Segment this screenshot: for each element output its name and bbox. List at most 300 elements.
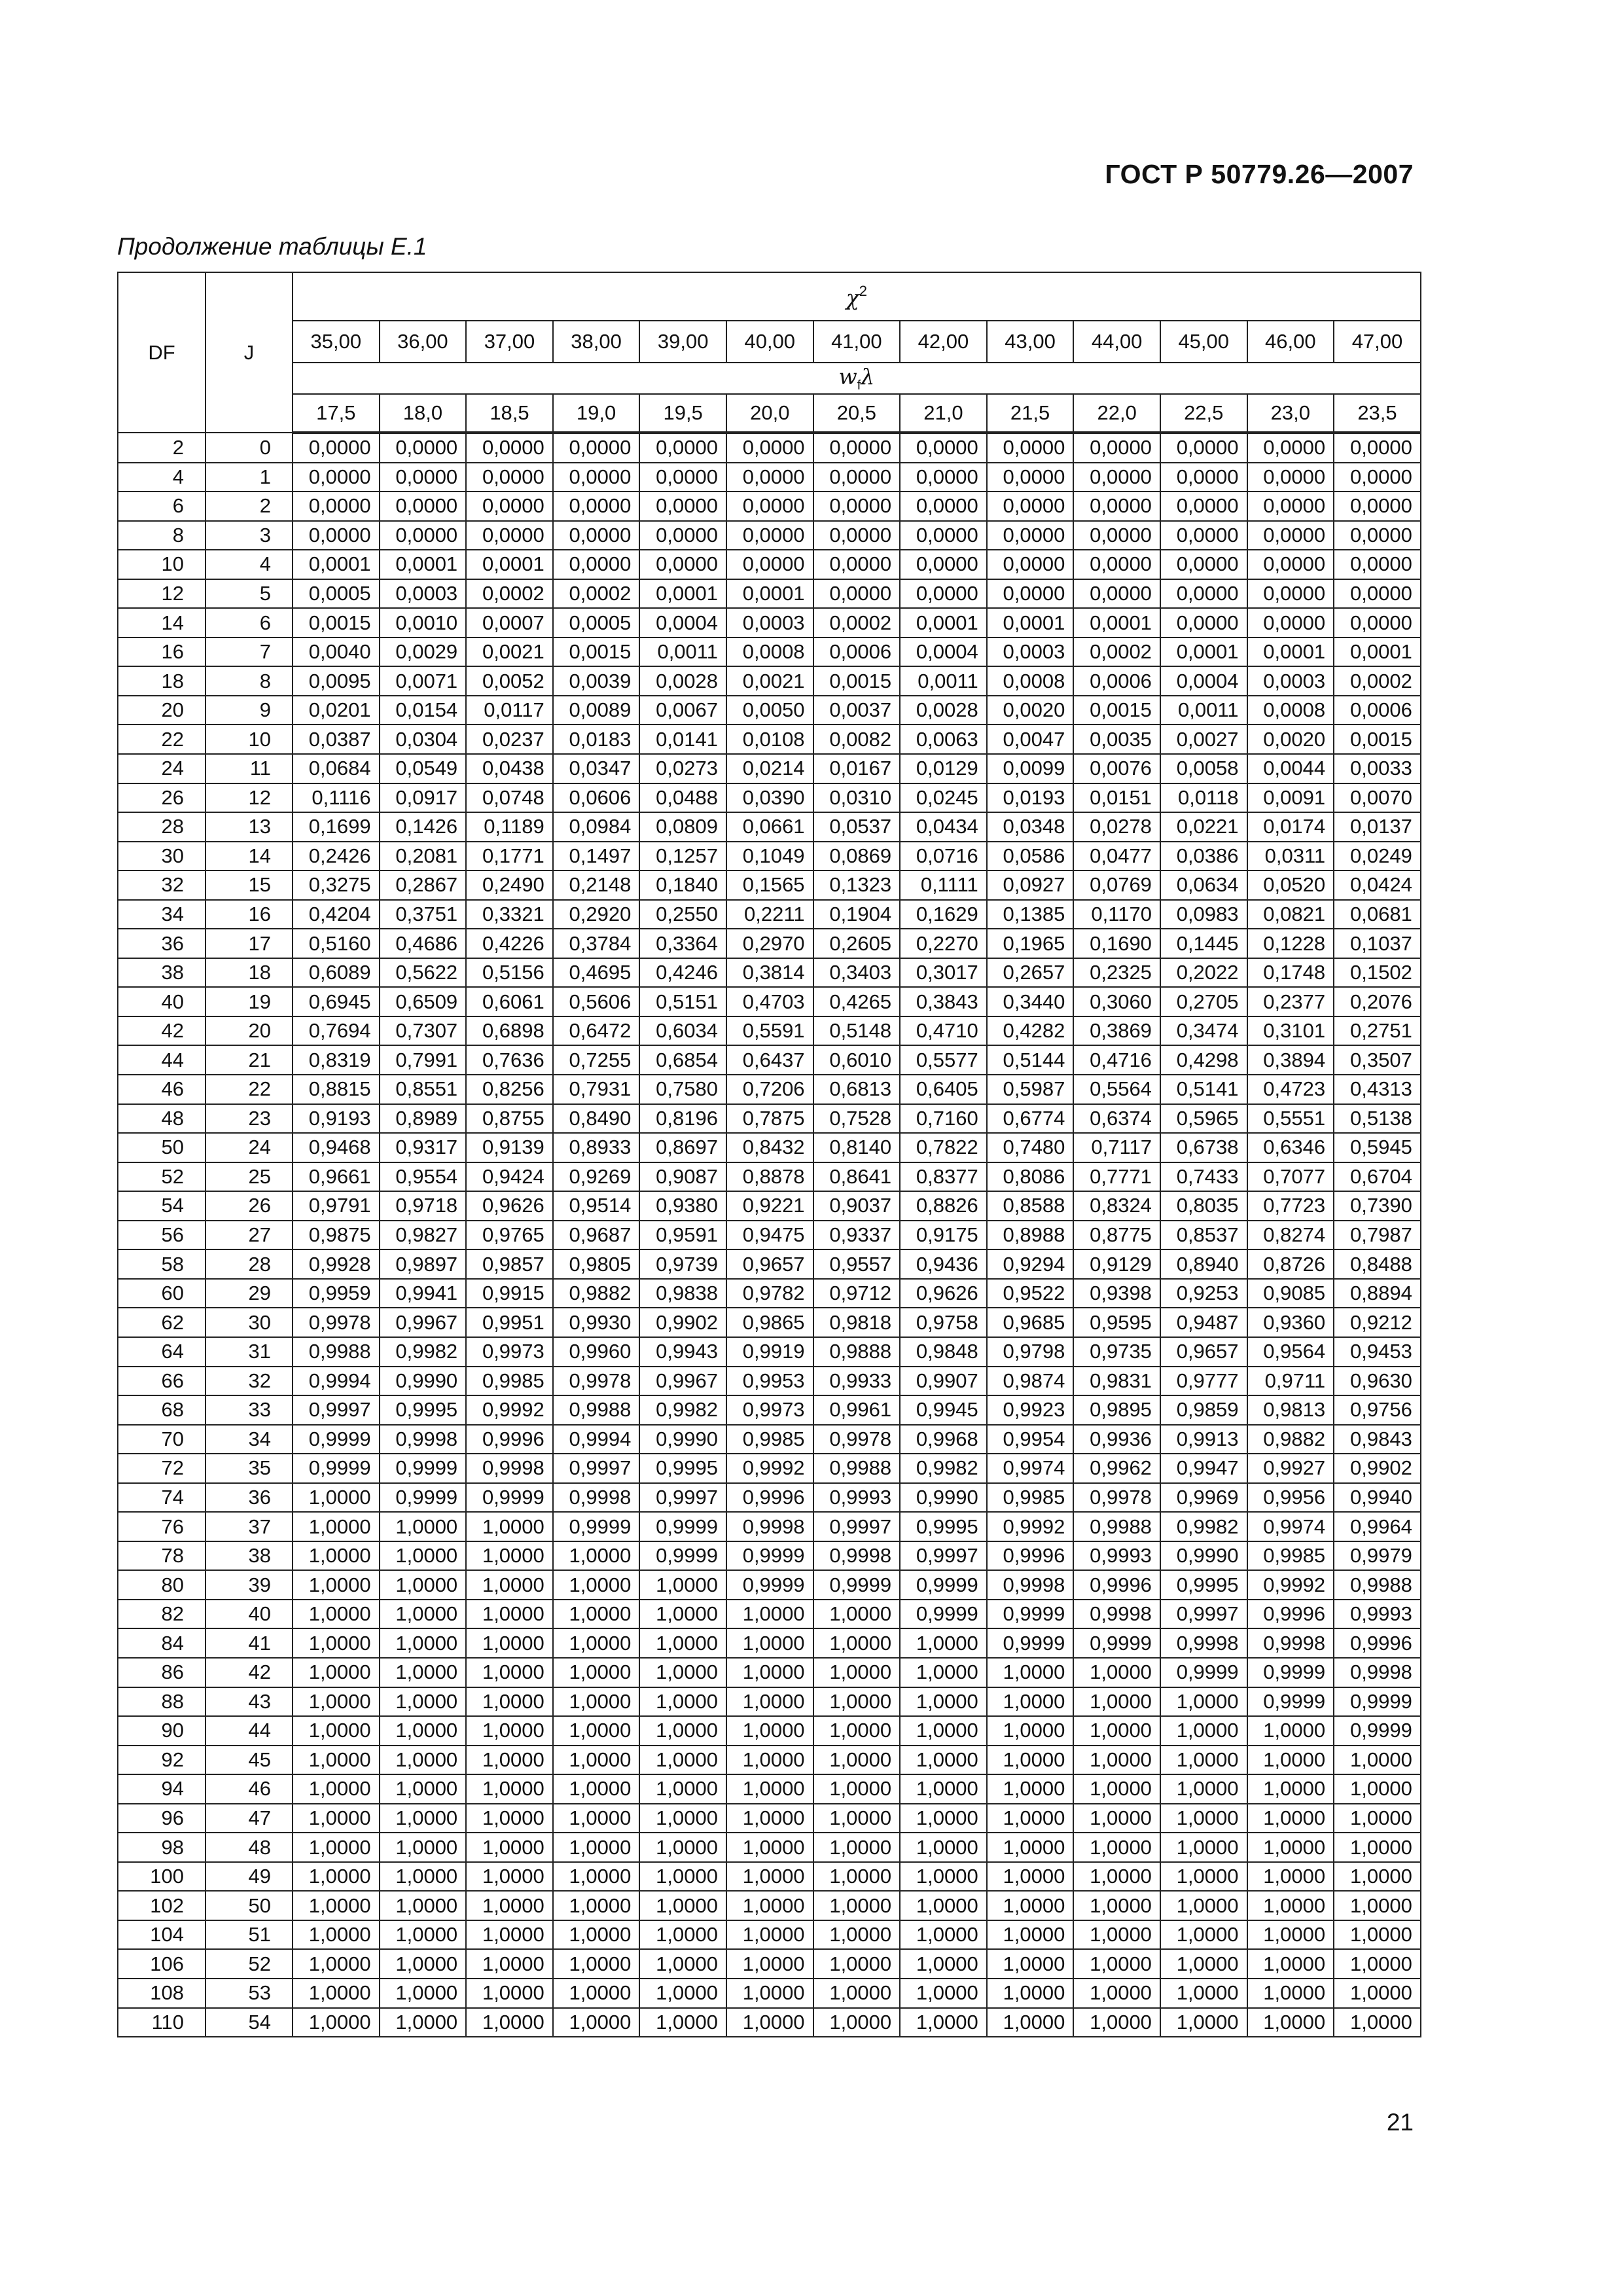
- probability-cell: 0,0000: [726, 433, 813, 463]
- probability-cell: 0,0137: [1334, 812, 1421, 842]
- probability-cell: 1,0000: [1160, 1891, 1247, 1920]
- probability-cell: 0,0347: [553, 754, 640, 783]
- probability-cell: 0,7694: [293, 1016, 380, 1046]
- probability-cell: 1,0000: [900, 1920, 987, 1950]
- probability-cell: 0,0008: [987, 666, 1074, 696]
- j-cell: 46: [205, 1774, 293, 1804]
- probability-cell: 0,0005: [293, 579, 380, 609]
- df-cell: 50: [118, 1133, 205, 1162]
- probability-cell: 1,0000: [380, 1600, 467, 1629]
- table-row: [118, 1716, 1421, 1746]
- probability-cell: 1,0000: [293, 1570, 380, 1600]
- table-row: [118, 725, 1421, 754]
- table-row: [118, 900, 1421, 929]
- probability-cell: 0,2148: [553, 870, 640, 900]
- probability-cell: 0,0000: [1160, 608, 1247, 637]
- probability-cell: 1,0000: [1073, 1658, 1160, 1687]
- probability-cell: 0,5156: [466, 958, 553, 988]
- probability-cell: 0,9848: [900, 1337, 987, 1367]
- probability-cell: 0,9294: [987, 1249, 1074, 1279]
- probability-cell: 1,0000: [553, 1774, 640, 1804]
- probability-cell: 0,9661: [293, 1162, 380, 1192]
- probability-cell: 1,0000: [1247, 1949, 1334, 1979]
- table-row: [118, 1628, 1421, 1658]
- probability-cell: 0,9657: [726, 1249, 813, 1279]
- probability-cell: 0,8432: [726, 1133, 813, 1162]
- table-row: [118, 1600, 1421, 1629]
- probability-cell: 1,0000: [813, 2008, 901, 2037]
- probability-cell: 0,9758: [900, 1308, 987, 1337]
- probability-cell: 0,4265: [813, 987, 901, 1016]
- probability-cell: 0,0037: [813, 696, 901, 725]
- probability-cell: 0,9487: [1160, 1308, 1247, 1337]
- probability-cell: 0,0002: [466, 579, 553, 609]
- probability-cell: 0,6945: [293, 987, 380, 1016]
- probability-cell: 1,0000: [380, 1687, 467, 1717]
- probability-cell: 1,0000: [813, 1687, 901, 1717]
- probability-cell: 0,9998: [1160, 1628, 1247, 1658]
- probability-cell: 0,0003: [726, 608, 813, 637]
- probability-cell: 1,0000: [726, 1716, 813, 1746]
- j-cell: 29: [205, 1279, 293, 1308]
- probability-cell: 0,0000: [1334, 433, 1421, 463]
- probability-cell: 0,3507: [1334, 1045, 1421, 1075]
- probability-cell: 0,5606: [553, 987, 640, 1016]
- probability-cell: 1,0000: [639, 1716, 726, 1746]
- probability-cell: 1,0000: [293, 1979, 380, 2008]
- chi-square-value-header: 47,00: [1334, 321, 1421, 363]
- chi-square-value-header: 41,00: [813, 321, 901, 363]
- j-cell: 27: [205, 1221, 293, 1250]
- probability-cell: 0,6854: [639, 1045, 726, 1075]
- probability-cell: 0,0005: [553, 608, 640, 637]
- probability-cell: 0,0000: [1160, 521, 1247, 550]
- probability-cell: 0,2970: [726, 929, 813, 958]
- probability-cell: 0,9913: [1160, 1425, 1247, 1454]
- df-cell: 66: [118, 1367, 205, 1396]
- probability-cell: 0,0027: [1160, 725, 1247, 754]
- probability-cell: 0,6472: [553, 1016, 640, 1046]
- probability-cell: 0,9979: [1334, 1541, 1421, 1571]
- probability-cell: 1,0000: [987, 2008, 1074, 2037]
- probability-cell: 0,9712: [813, 1279, 901, 1308]
- probability-cell: 0,1771: [466, 842, 553, 871]
- probability-cell: 0,0000: [900, 433, 987, 463]
- probability-cell: 0,9999: [293, 1425, 380, 1454]
- probability-cell: 0,9317: [380, 1133, 467, 1162]
- probability-cell: 0,9996: [1247, 1600, 1334, 1629]
- probability-cell: 0,9782: [726, 1279, 813, 1308]
- probability-cell: 0,0002: [1073, 637, 1160, 667]
- probability-cell: 0,0000: [639, 550, 726, 579]
- probability-cell: 0,3275: [293, 870, 380, 900]
- probability-cell: 0,9175: [900, 1221, 987, 1250]
- df-cell: 96: [118, 1804, 205, 1833]
- table-row: [118, 1395, 1421, 1425]
- w-lambda-value-header: 22,5: [1160, 394, 1247, 433]
- probability-cell: 0,9087: [639, 1162, 726, 1192]
- probability-cell: 0,0927: [987, 870, 1074, 900]
- probability-cell: 0,0221: [1160, 812, 1247, 842]
- probability-cell: 0,9974: [1247, 1512, 1334, 1541]
- chi-superscript: 2: [859, 283, 868, 299]
- j-cell: 31: [205, 1337, 293, 1367]
- j-cell: 40: [205, 1600, 293, 1629]
- w-lambda-value-header: 19,0: [553, 394, 640, 433]
- probability-cell: 0,2705: [1160, 987, 1247, 1016]
- probability-cell: 0,9990: [900, 1483, 987, 1513]
- probability-cell: 0,9718: [380, 1191, 467, 1221]
- probability-cell: 1,0000: [987, 1746, 1074, 1775]
- probability-cell: 0,0071: [380, 666, 467, 696]
- probability-cell: 0,9982: [380, 1337, 467, 1367]
- probability-cell: 0,1037: [1334, 929, 1421, 958]
- probability-cell: 0,0151: [1073, 783, 1160, 813]
- table-row: [118, 666, 1421, 696]
- probability-cell: 0,2867: [380, 870, 467, 900]
- probability-cell: 0,9951: [466, 1308, 553, 1337]
- probability-cell: 0,1385: [987, 900, 1074, 929]
- df-cell: 24: [118, 754, 205, 783]
- probability-cell: 0,9947: [1160, 1454, 1247, 1483]
- probability-cell: 1,0000: [1247, 1920, 1334, 1950]
- j-cell: 38: [205, 1541, 293, 1571]
- probability-cell: 0,0438: [466, 754, 553, 783]
- probability-cell: 0,1629: [900, 900, 987, 929]
- probability-cell: 0,0000: [1247, 608, 1334, 637]
- probability-cell: 0,9337: [813, 1221, 901, 1250]
- probability-cell: 1,0000: [380, 1774, 467, 1804]
- probability-cell: 0,7580: [639, 1075, 726, 1104]
- probability-cell: 0,8035: [1160, 1191, 1247, 1221]
- table-row: [118, 1308, 1421, 1337]
- j-cell: 43: [205, 1687, 293, 1717]
- probability-cell: 0,0029: [380, 637, 467, 667]
- probability-cell: 1,0000: [1073, 1746, 1160, 1775]
- probability-cell: 0,0000: [466, 521, 553, 550]
- probability-cell: 1,0000: [813, 1862, 901, 1892]
- probability-cell: 1,0000: [639, 1920, 726, 1950]
- probability-cell: 1,0000: [293, 1862, 380, 1892]
- probability-cell: 0,9974: [987, 1454, 1074, 1483]
- probability-cell: 1,0000: [293, 1891, 380, 1920]
- probability-cell: 0,9923: [987, 1395, 1074, 1425]
- probability-cell: 0,0237: [466, 725, 553, 754]
- probability-cell: 0,9915: [466, 1279, 553, 1308]
- probability-cell: 0,0006: [1334, 696, 1421, 725]
- probability-cell: 0,0095: [293, 666, 380, 696]
- probability-cell: 0,0000: [1073, 492, 1160, 521]
- probability-cell: 0,0070: [1334, 783, 1421, 813]
- probability-cell: 0,0040: [293, 637, 380, 667]
- column-header-j: J: [205, 272, 293, 433]
- probability-cell: 0,0000: [987, 521, 1074, 550]
- probability-cell: 0,0000: [1160, 492, 1247, 521]
- table-row: [118, 1862, 1421, 1892]
- probability-cell: 0,4686: [380, 929, 467, 958]
- probability-cell: 0,9424: [466, 1162, 553, 1192]
- j-cell: 49: [205, 1862, 293, 1892]
- probability-cell: 1,0000: [380, 1920, 467, 1950]
- df-cell: 40: [118, 987, 205, 1016]
- w-lambda-value-header: 23,0: [1247, 394, 1334, 433]
- probability-cell: 0,9859: [1160, 1395, 1247, 1425]
- probability-cell: 1,0000: [466, 1979, 553, 2008]
- probability-cell: 0,0082: [813, 725, 901, 754]
- probability-cell: 0,9999: [726, 1541, 813, 1571]
- probability-cell: 0,0117: [466, 696, 553, 725]
- probability-cell: 1,0000: [900, 1628, 987, 1658]
- probability-cell: 0,7307: [380, 1016, 467, 1046]
- probability-cell: 0,2081: [380, 842, 467, 871]
- probability-cell: 0,8989: [380, 1104, 467, 1134]
- probability-cell: 1,0000: [1160, 1979, 1247, 2008]
- probability-cell: 0,0000: [1073, 550, 1160, 579]
- lambda-symbol: λ: [861, 363, 875, 389]
- df-cell: 28: [118, 812, 205, 842]
- probability-cell: 0,8488: [1334, 1249, 1421, 1279]
- df-cell: 32: [118, 870, 205, 900]
- probability-cell: 0,0015: [293, 608, 380, 637]
- w-lambda-value-header: 23,5: [1334, 394, 1421, 433]
- probability-cell: 0,9990: [1160, 1541, 1247, 1571]
- probability-cell: 0,0549: [380, 754, 467, 783]
- probability-cell: 0,9992: [726, 1454, 813, 1483]
- probability-cell: 0,9999: [987, 1628, 1074, 1658]
- probability-cell: 0,2490: [466, 870, 553, 900]
- j-cell: 16: [205, 900, 293, 929]
- probability-cell: 0,9994: [293, 1367, 380, 1396]
- probability-cell: 0,9626: [900, 1279, 987, 1308]
- probability-cell: 0,0249: [1334, 842, 1421, 871]
- probability-cell: 0,9988: [293, 1337, 380, 1367]
- probability-cell: 0,0000: [639, 463, 726, 492]
- probability-cell: 1,0000: [813, 1891, 901, 1920]
- probability-cell: 0,0000: [813, 550, 901, 579]
- probability-cell: 1,0000: [553, 1600, 640, 1629]
- probability-cell: 0,7160: [900, 1104, 987, 1134]
- probability-cell: 1,0000: [293, 1541, 380, 1571]
- probability-cell: 1,0000: [380, 1716, 467, 1746]
- probability-cell: 0,0000: [987, 463, 1074, 492]
- probability-cell: 0,0634: [1160, 870, 1247, 900]
- probability-cell: 0,9993: [1334, 1600, 1421, 1629]
- chi-square-value-header: 46,00: [1247, 321, 1334, 363]
- probability-cell: 0,1116: [293, 783, 380, 813]
- probability-cell: 0,9999: [1247, 1658, 1334, 1687]
- probability-cell: 0,9982: [639, 1395, 726, 1425]
- w-lambda-value-header: 19,5: [639, 394, 726, 433]
- probability-cell: 0,9907: [900, 1367, 987, 1396]
- df-cell: 36: [118, 929, 205, 958]
- probability-cell: 1,0000: [900, 1862, 987, 1892]
- probability-cell: 0,0167: [813, 754, 901, 783]
- probability-cell: 0,9993: [813, 1483, 901, 1513]
- probability-cell: 0,0390: [726, 783, 813, 813]
- table-row: [118, 696, 1421, 725]
- probability-cell: 0,0000: [900, 463, 987, 492]
- table-row: [118, 1454, 1421, 1483]
- j-cell: 44: [205, 1716, 293, 1746]
- probability-cell: 1,0000: [466, 1833, 553, 1862]
- j-cell: 12: [205, 783, 293, 813]
- probability-cell: 0,9999: [813, 1570, 901, 1600]
- probability-cell: 0,8815: [293, 1075, 380, 1104]
- probability-cell: 0,9998: [1334, 1658, 1421, 1687]
- probability-cell: 0,0000: [1247, 433, 1334, 463]
- j-cell: 14: [205, 842, 293, 871]
- table-row: [118, 1949, 1421, 1979]
- probability-cell: 1,0000: [726, 1687, 813, 1717]
- probability-cell: 1,0000: [293, 1746, 380, 1775]
- probability-cell: 0,0661: [726, 812, 813, 842]
- probability-cell: 0,9936: [1073, 1425, 1160, 1454]
- probability-cell: 0,9995: [900, 1512, 987, 1541]
- table-row: [118, 929, 1421, 958]
- j-cell: 26: [205, 1191, 293, 1221]
- probability-cell: 0,0310: [813, 783, 901, 813]
- probability-cell: 0,6509: [380, 987, 467, 1016]
- probability-cell: 0,0001: [639, 579, 726, 609]
- probability-cell: 1,0000: [813, 1774, 901, 1804]
- probability-cell: 1,0000: [813, 1920, 901, 1950]
- probability-cell: 1,0000: [553, 1979, 640, 2008]
- probability-cell: 1,0000: [1247, 1862, 1334, 1892]
- df-cell: 94: [118, 1774, 205, 1804]
- probability-cell: 0,9985: [987, 1483, 1074, 1513]
- table-row: [118, 958, 1421, 988]
- probability-cell: 0,0000: [1247, 550, 1334, 579]
- probability-cell: 0,0000: [726, 521, 813, 550]
- table-row: [118, 1570, 1421, 1600]
- chi-square-value-header: 40,00: [726, 321, 813, 363]
- probability-cell: 0,9997: [900, 1541, 987, 1571]
- j-cell: 54: [205, 2008, 293, 2037]
- probability-cell: 0,0748: [466, 783, 553, 813]
- probability-cell: 0,0001: [726, 579, 813, 609]
- df-cell: 6: [118, 492, 205, 521]
- df-cell: 34: [118, 900, 205, 929]
- probability-cell: 0,8537: [1160, 1221, 1247, 1250]
- probability-cell: 0,8196: [639, 1104, 726, 1134]
- probability-cell: 0,9999: [1160, 1658, 1247, 1687]
- j-cell: 37: [205, 1512, 293, 1541]
- probability-cell: 1,0000: [380, 1833, 467, 1862]
- j-cell: 24: [205, 1133, 293, 1162]
- probability-cell: 1,0000: [466, 1746, 553, 1775]
- probability-cell: 0,9999: [1073, 1628, 1160, 1658]
- probability-cell: 0,9961: [813, 1395, 901, 1425]
- probability-cell: 0,7771: [1073, 1162, 1160, 1192]
- probability-cell: 0,1111: [900, 870, 987, 900]
- probability-cell: 1,0000: [900, 1891, 987, 1920]
- probability-cell: 0,0000: [466, 433, 553, 463]
- j-cell: 25: [205, 1162, 293, 1192]
- w-lambda-values-row: [118, 394, 1421, 433]
- probability-cell: 1,0000: [813, 1746, 901, 1775]
- probability-cell: 0,0000: [1073, 433, 1160, 463]
- probability-cell: 1,0000: [987, 1716, 1074, 1746]
- j-cell: 21: [205, 1045, 293, 1075]
- probability-cell: 1,0000: [1334, 1949, 1421, 1979]
- probability-cell: 0,6034: [639, 1016, 726, 1046]
- probability-cell: 1,0000: [1247, 1716, 1334, 1746]
- probability-cell: 0,9777: [1160, 1367, 1247, 1396]
- probability-cell: 1,0000: [726, 1833, 813, 1862]
- probability-cell: 0,0477: [1073, 842, 1160, 871]
- j-cell: 42: [205, 1658, 293, 1687]
- probability-cell: 0,9798: [987, 1337, 1074, 1367]
- probability-cell: 0,1049: [726, 842, 813, 871]
- probability-cell: 1,0000: [813, 1600, 901, 1629]
- probability-cell: 0,9945: [900, 1395, 987, 1425]
- probability-cell: 0,0537: [813, 812, 901, 842]
- probability-cell: 0,0000: [900, 550, 987, 579]
- probability-cell: 1,0000: [293, 1658, 380, 1687]
- df-cell: 60: [118, 1279, 205, 1308]
- probability-cell: 0,9857: [466, 1249, 553, 1279]
- probability-cell: 0,2605: [813, 929, 901, 958]
- probability-cell: 0,9882: [553, 1279, 640, 1308]
- probability-cell: 0,8755: [466, 1104, 553, 1134]
- probability-cell: 0,5160: [293, 929, 380, 958]
- probability-cell: 0,9996: [1073, 1570, 1160, 1600]
- probability-cell: 1,0000: [987, 1687, 1074, 1717]
- probability-cell: 0,9687: [553, 1221, 640, 1250]
- probability-cell: 1,0000: [639, 1891, 726, 1920]
- probability-cell: 0,0000: [1334, 608, 1421, 637]
- probability-cell: 1,0000: [1334, 2008, 1421, 2037]
- chi-square-value-header: 37,00: [466, 321, 553, 363]
- probability-cell: 0,0000: [1247, 579, 1334, 609]
- probability-cell: 1,0000: [553, 1949, 640, 1979]
- probability-cell: 0,9999: [293, 1454, 380, 1483]
- probability-cell: 1,0000: [1073, 1804, 1160, 1833]
- probability-cell: 0,6089: [293, 958, 380, 988]
- probability-cell: 0,0000: [639, 521, 726, 550]
- probability-cell: 0,8697: [639, 1133, 726, 1162]
- probability-cell: 0,9999: [380, 1483, 467, 1513]
- probability-cell: 0,0684: [293, 754, 380, 783]
- probability-cell: 1,0000: [900, 1746, 987, 1775]
- table-row: [118, 1687, 1421, 1717]
- probability-cell: 0,4226: [466, 929, 553, 958]
- probability-cell: 0,9591: [639, 1221, 726, 1250]
- probability-cell: 0,9897: [380, 1249, 467, 1279]
- table-row: [118, 1541, 1421, 1571]
- probability-cell: 0,9992: [1247, 1570, 1334, 1600]
- table-row: [118, 637, 1421, 667]
- probability-cell: 0,0020: [987, 696, 1074, 725]
- probability-cell: 0,0000: [1073, 521, 1160, 550]
- probability-cell: 1,0000: [900, 1949, 987, 1979]
- table-row: [118, 1425, 1421, 1454]
- probability-cell: 1,0000: [466, 1687, 553, 1717]
- j-cell: 2: [205, 492, 293, 521]
- probability-cell: 0,9967: [380, 1308, 467, 1337]
- probability-cell: 1,0000: [466, 1541, 553, 1571]
- probability-cell: 0,5577: [900, 1045, 987, 1075]
- probability-cell: 0,0000: [813, 492, 901, 521]
- probability-cell: 0,7255: [553, 1045, 640, 1075]
- probability-cell: 0,7077: [1247, 1162, 1334, 1192]
- probability-cell: 0,3894: [1247, 1045, 1334, 1075]
- j-cell: 18: [205, 958, 293, 988]
- probability-cell: 1,0000: [639, 1804, 726, 1833]
- table-row: [118, 463, 1421, 492]
- j-cell: 10: [205, 725, 293, 754]
- probability-cell: 0,9993: [1073, 1541, 1160, 1571]
